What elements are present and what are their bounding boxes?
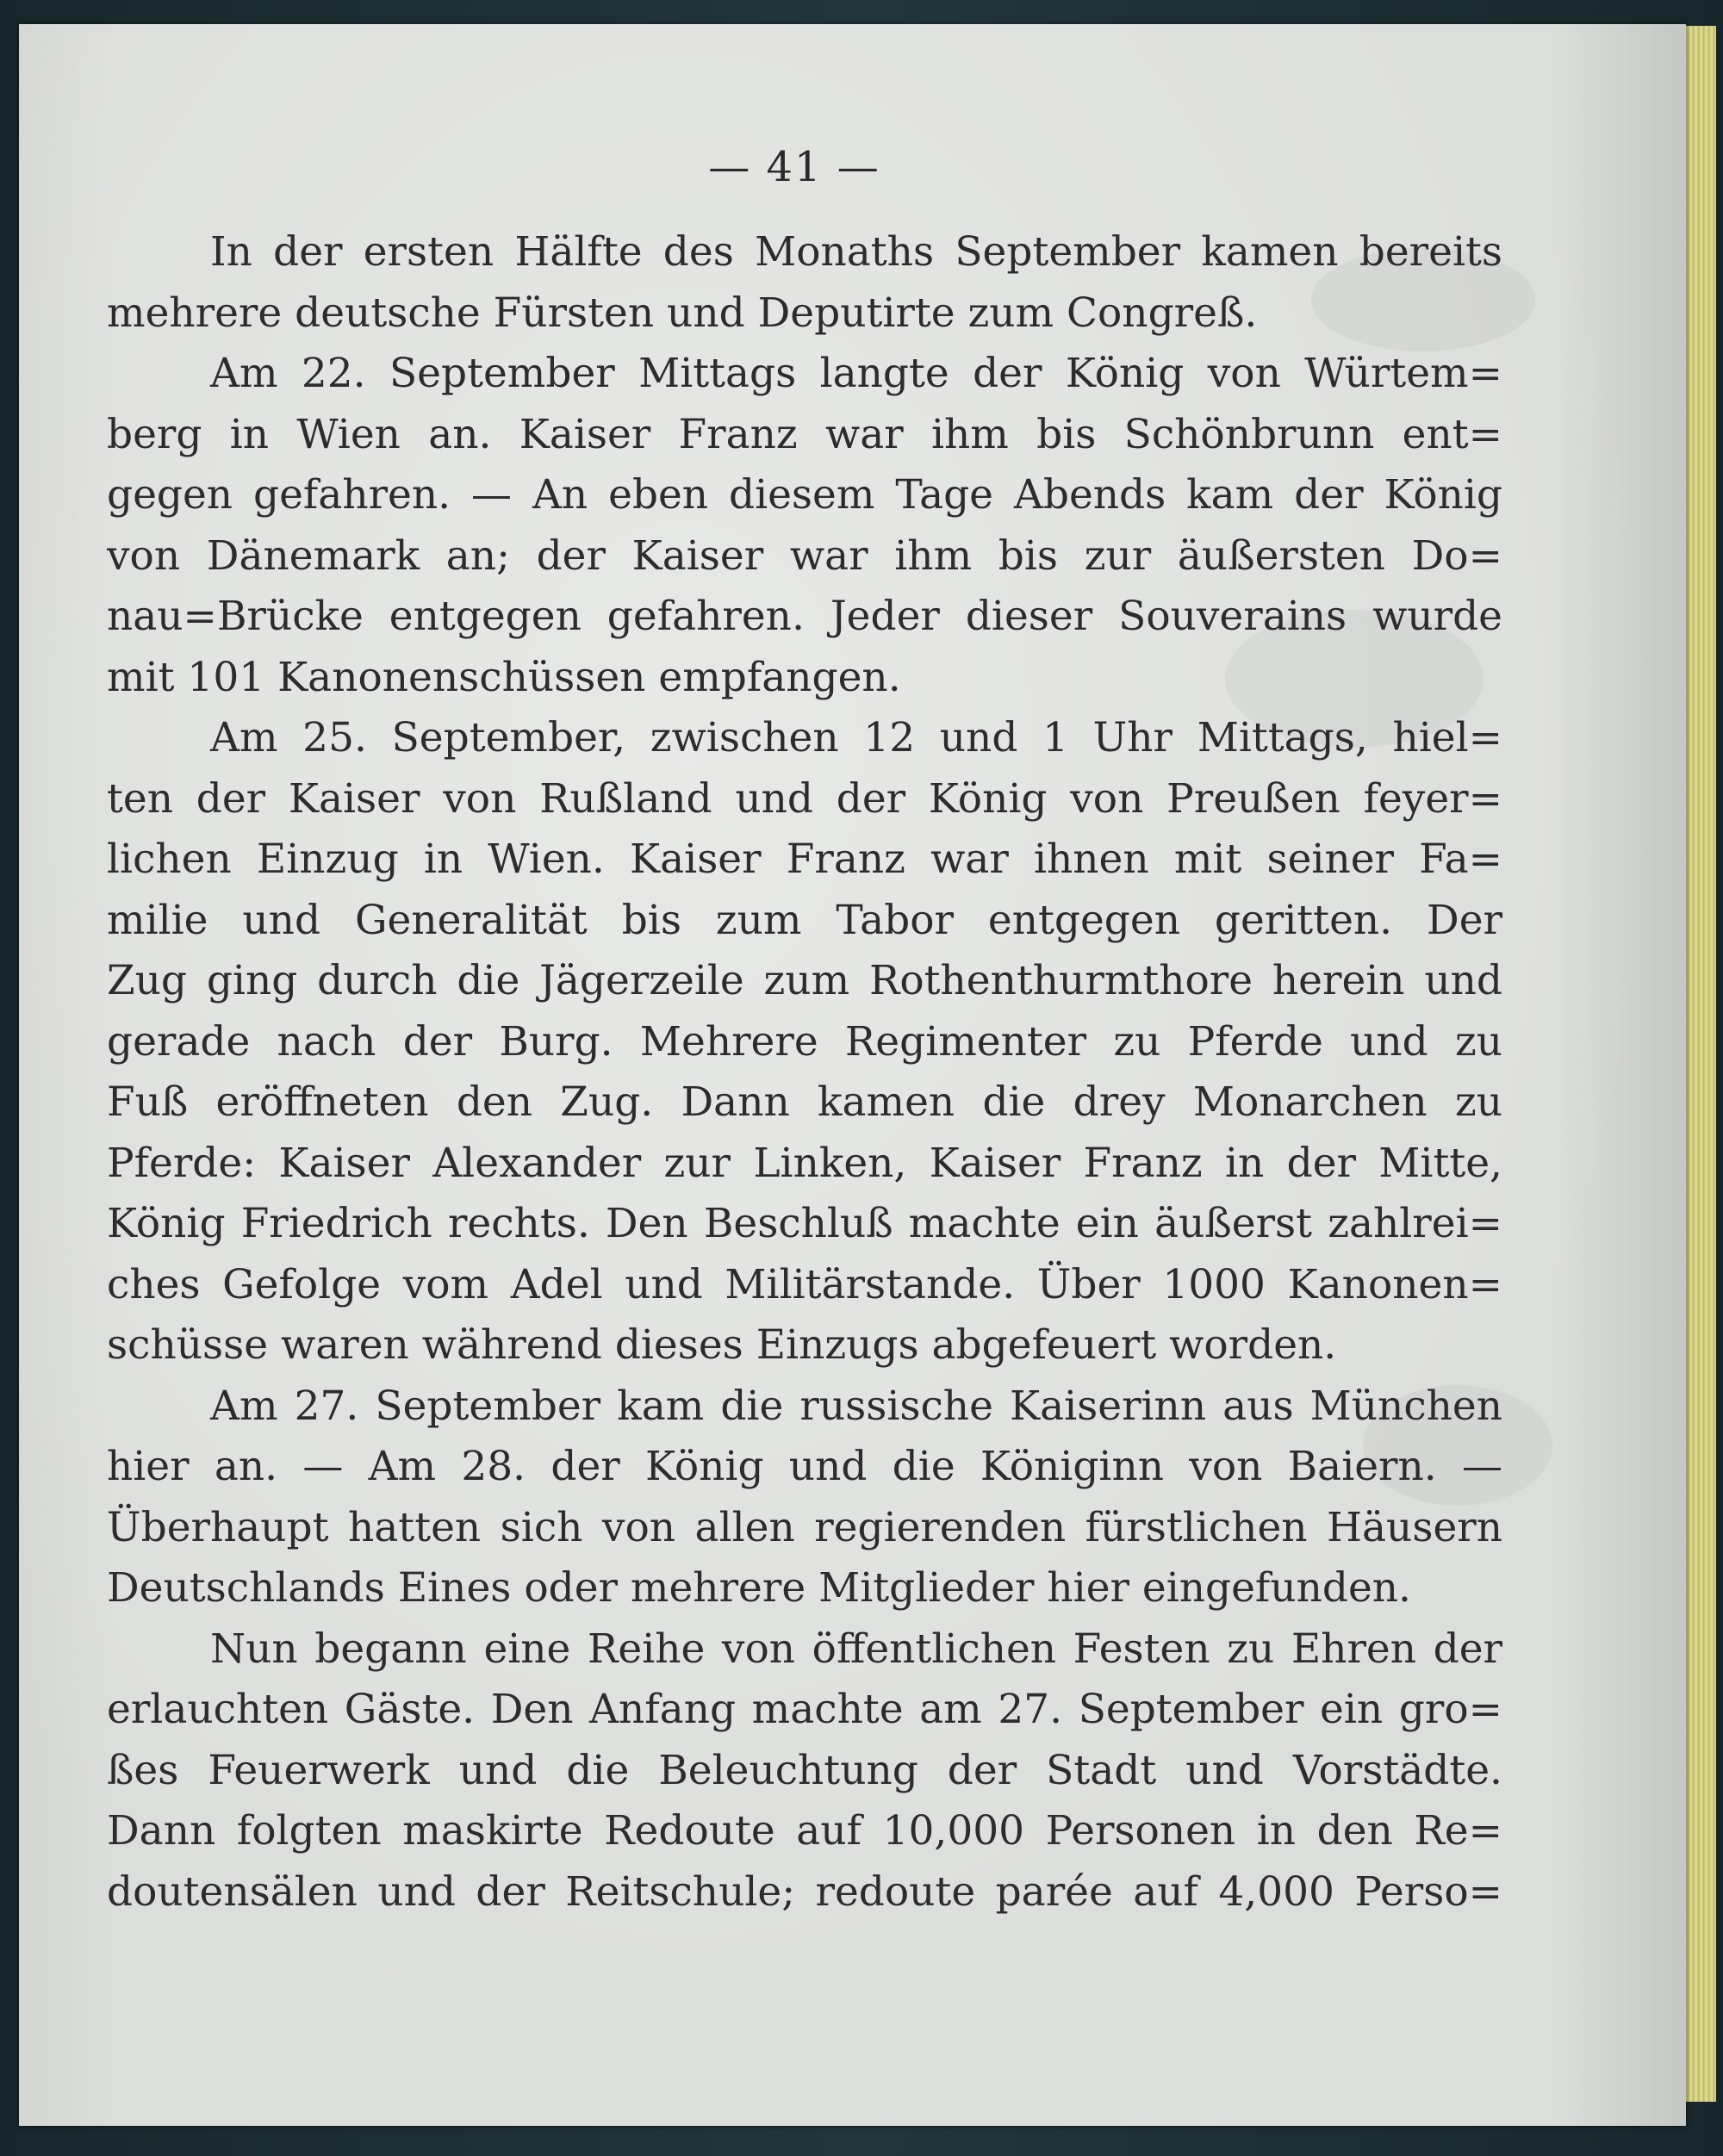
text-line: Fuß eröffneten den Zug. Dann kamen die drey Monarchen zu bbox=[107, 1078, 1502, 1126]
text-line: nau=Brücke entgegen gefahren. Jeder dieser Souverains wurde bbox=[107, 593, 1502, 640]
text-line: Am 25. September, zwischen 12 und 1 Uhr Mittags, hiel= bbox=[210, 714, 1502, 761]
text-line: schüsse waren während dieses Einzugs abgefeuert worden. bbox=[107, 1321, 1337, 1369]
text-line: König Friedrich rechts. Den Beschluß machte ein äußerst zahlrei= bbox=[107, 1200, 1502, 1247]
text-line: Deutschlands Eines oder mehrere Mitglieder hier eingefunden. bbox=[107, 1564, 1411, 1612]
text-line: berg in Wien an. Kaiser Franz war ihm bis Schönbrunn ent= bbox=[107, 410, 1502, 458]
text-line: Dann folgten maskirte Redoute auf 10,000 Personen in den Re= bbox=[107, 1807, 1502, 1855]
text-line: In der ersten Hälfte des Monaths September kamen bereits bbox=[210, 228, 1502, 276]
text-line: milie und Generalität bis zum Tabor entgegen geritten. Der bbox=[107, 896, 1502, 944]
text-line: ßes Feuerwerk und die Beleuchtung der Stadt und Vorstädte. bbox=[107, 1746, 1502, 1794]
page-number: — 41 — bbox=[708, 143, 880, 191]
text-line: Zug ging durch die Jägerzeile zum Rothenthurmthore herein und bbox=[107, 957, 1502, 1004]
text-line: Am 27. September kam die russische Kaiserinn aus München bbox=[210, 1382, 1502, 1430]
text-line: Pferde: Kaiser Alexander zur Linken, Kaiser Franz in der Mitte, bbox=[107, 1139, 1502, 1187]
text-line: ten der Kaiser von Rußland und der König von Preußen feyer= bbox=[107, 774, 1502, 823]
text-line: lichen Einzug in Wien. Kaiser Franz war ihnen mit seiner Fa= bbox=[107, 836, 1502, 883]
text-line: gegen gefahren. — An eben diesem Tage Abends kam der König bbox=[107, 471, 1502, 519]
text-line: Nun begann eine Reihe von öffentlichen Festen zu Ehren der bbox=[210, 1625, 1502, 1673]
text-line: ches Gefolge vom Adel und Militärstande. Über 1000 Kanonen= bbox=[107, 1260, 1502, 1308]
book-page bbox=[19, 24, 1686, 2126]
text-line: mehrere deutsche Fürsten und Deputirte zum Congreß. bbox=[107, 289, 1258, 337]
body-text bbox=[107, 222, 1502, 1923]
text-line: doutensälen und der Reitschule; redoute parée auf 4,000 Perso= bbox=[107, 1867, 1502, 1916]
text-line: von Dänemark an; der Kaiser war ihm bis zur äußersten Do= bbox=[107, 531, 1502, 580]
text-line: Am 22. September Mittags langte der König von Würtem= bbox=[210, 350, 1502, 397]
text-line: erlauchten Gäste. Den Anfang machte am 27. September ein gro= bbox=[107, 1686, 1502, 1733]
text-line: Überhaupt hatten sich von allen regierenden fürstlichen Häusern bbox=[107, 1503, 1502, 1551]
text-line: mit 101 Kanonenschüssen empfangen. bbox=[107, 653, 901, 701]
text-line: gerade nach der Burg. Mehrere Regimenter zu Pferde und zu bbox=[107, 1017, 1502, 1066]
text-line: hier an. — Am 28. der König und die Königinn von Baiern. — bbox=[107, 1443, 1502, 1490]
